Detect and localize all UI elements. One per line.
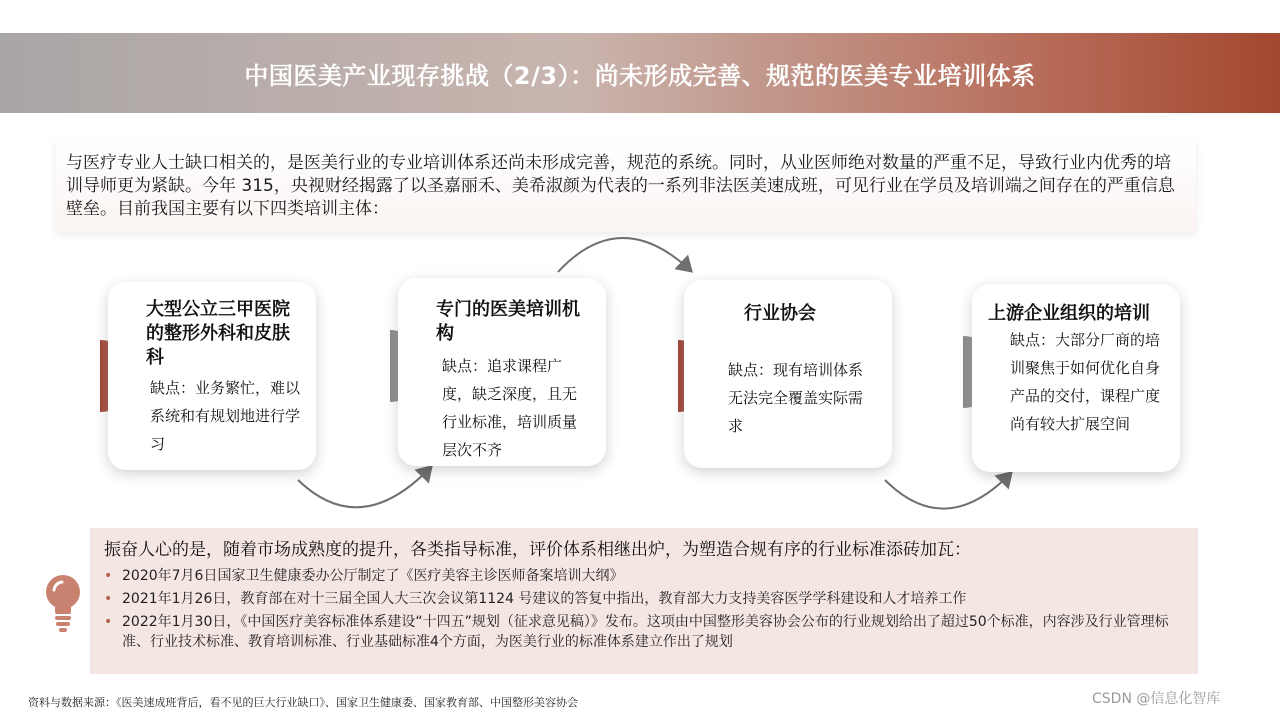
- bullet-icon: •: [104, 568, 113, 584]
- arrow-arc-2: [558, 238, 690, 272]
- bullet-icon: •: [104, 591, 113, 607]
- highlight-lead: 振奋人心的是，随着市场成熟度的提升，各类指导标准，评价体系相继出炉，为塑造合规有序的行业标准添砖加瓦：: [104, 540, 971, 560]
- card-4-body: 缺点：大部分厂商的培训聚焦于如何优化自身产品的交付，课程广度尚有较大扩展空间: [1010, 331, 1161, 433]
- card-3-body: 缺点：现有培训体系无法完全覆盖实际需求: [728, 361, 864, 435]
- policy-highlight-box: [90, 528, 1198, 674]
- card-1-body: 缺点：业务繁忙，难以系统和有规划地进行学习: [150, 379, 301, 453]
- card-training-institution: [398, 278, 606, 466]
- title-bar: [0, 33, 1280, 113]
- card-2-body: 缺点：追求课程广度，缺乏深度，且无行业标准，培训质量层次不齐: [442, 357, 578, 459]
- arrow-arc-3: [885, 474, 1010, 509]
- card-2-title: 专门的医美培训机构: [436, 299, 580, 344]
- lightbulb-icon: [40, 572, 86, 634]
- intro-text: 与医疗专业人士缺口相关的，是医美行业的专业培训体系还尚未形成完善，规范的系统。同时，从业医师绝对数量的严重不足，导致行业内优秀的培训导师更为紧缺。今年 315，央视财经揭露了以圣嘉丽禾、美希淑颜为代表的一系列非法医美速成班，可见行业在学员及培训端之间存在的严重信息壁垒。目前我国主要有以下四类培训主体：: [56, 140, 1196, 232]
- card-1-title: 大型公立三甲医院的整形外科和皮肤科: [146, 299, 290, 368]
- source-footnote: 资料与数据来源：《医美速成班背后，看不见的巨大行业缺口》、国家卫生健康委、国家教育部、中国整形美容协会: [28, 696, 578, 709]
- card-upstream-enterprise: [972, 284, 1180, 472]
- list-item: • 2022年1月30日，《中国医疗美容标准体系建设“十四五”规划（征求意见稿）》发布。这项由中国整形美容协会公布的行业规划给出了超过50个标准，内容涉及行业管理标准、行业技术标准、教育培训标准、行业基础标准4个方面，为医美行业的标准体系建立作出了规划: [104, 614, 1169, 650]
- watermark: CSDN @信息化智库: [1092, 691, 1221, 707]
- card-industry-association: [684, 280, 892, 468]
- arrow-arc-1: [298, 468, 430, 507]
- card-public-hospital: [108, 282, 316, 470]
- list-item: • 2021年1月26日，教育部在对十三届全国人大三次会议第1124 号建议的答复中指出，教育部大力支持美容医学学科建设和人才培养工作: [104, 591, 967, 607]
- list-item: • 2020年7月6日国家卫生健康委办公厅制定了《医疗美容主诊医师备案培训大纲》: [104, 568, 624, 584]
- bullet-icon: •: [104, 614, 113, 630]
- page-title: 中国医美产业现存挑战（2/3）：尚未形成完善、规范的医美专业培训体系: [244, 61, 1036, 90]
- policy-list: [104, 566, 1180, 652]
- card-4-title: 上游企业组织的培训: [988, 303, 1150, 324]
- card-3-title: 行业协会: [744, 303, 816, 324]
